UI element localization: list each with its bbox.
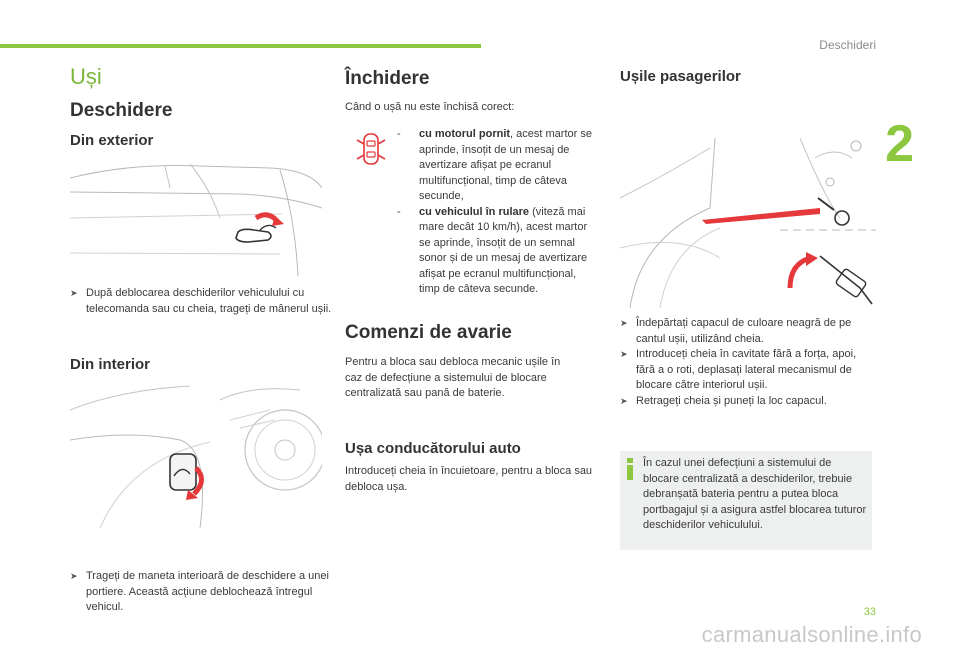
door-open-warning-icon	[356, 128, 386, 170]
heading-interior: Din interior	[70, 356, 151, 373]
bullet-marker-icon: ➤	[70, 288, 78, 298]
bullet-marker-icon: ➤	[70, 571, 78, 581]
watermark: carmanualsonline.info	[701, 622, 922, 647]
list-item: ➤ Introduceți cheia în cavitate fără a forța, apoi, fără a o roti, deplasați lateral mecanismul de blocare către interiorul ușii.	[620, 348, 857, 391]
header-accent-bar	[0, 44, 481, 48]
list-item: - cu vehiculul în rulare (viteză mai mare decât 10 km/h), acest martor se aprinde, însoțit de un semnal sonor și de un mesaj de avertizare afișat pe ecranul multifuncțional, timp de câteva secunde.	[397, 205, 588, 295]
list-item: ➤ Îndepărtați capacul de culoare neagră de pe cantul ușii, utilizând cheia.	[620, 317, 852, 345]
exterior-handle-illustration	[70, 158, 322, 276]
heading-opening: Deschidere	[70, 100, 173, 121]
passenger-lock-steps	[620, 316, 870, 409]
bullet-marker-icon: ➤	[620, 318, 628, 328]
bullet-marker-icon: ➤	[620, 349, 628, 359]
exterior-instruction: ➤ După deblocarea deschiderilor vehiculului cu telecomanda sau cu cheia, trageți de mânerul ușii.	[70, 287, 332, 315]
chapter-number: 2	[885, 115, 914, 173]
list-item: - cu motorul pornit, acest martor se aprinde, însoțit de un mesaj de avertizare afișat pe ecranul multifuncțional, timp de câteva secunde,	[397, 128, 592, 202]
page-number: 33	[863, 606, 876, 618]
interior-handle-illustration	[70, 380, 322, 528]
closing-conditions	[397, 127, 597, 298]
running-header: Deschideri	[819, 38, 876, 52]
heading-exterior: Din exterior	[70, 132, 154, 149]
heading-driver-door: Ușa conducătorului auto	[345, 440, 521, 457]
closing-intro: Când o ușă nu este închisă corect:	[345, 101, 515, 113]
driver-door-text: Introduceți cheia în încuietoare, pentru a bloca sau debloca ușa.	[345, 465, 593, 493]
info-text: În cazul unei defecțiuni a sistemului de blocare centralizată a deschiderilor, trebuie debranșată bateria pentru a putea bloca portbagajul și a asigura astfel blocarea tuturor deschiderilor vehiculului.	[643, 457, 867, 531]
heading-passenger-doors: Ușile pasagerilor	[620, 68, 741, 85]
list-item: ➤ Retrageți cheia și puneți la loc capacul.	[620, 394, 870, 410]
section-title: Uși	[70, 64, 102, 89]
heading-emergency: Comenzi de avarie	[345, 322, 512, 343]
emergency-text: Pentru a bloca sau debloca mecanic ușile în caz de defecțiune a sistemului de blocare centralizată sau pană de baterie.	[345, 356, 561, 399]
bullet-marker-icon: ➤	[620, 395, 628, 406]
info-icon	[626, 458, 634, 480]
passenger-door-lock-illustration	[620, 138, 876, 308]
heading-closing: Închidere	[345, 68, 430, 89]
interior-instruction: ➤ Trageți de maneta interioară de deschidere a unei portiere. Această acțiune deblochează întregul vehicul.	[70, 570, 329, 613]
